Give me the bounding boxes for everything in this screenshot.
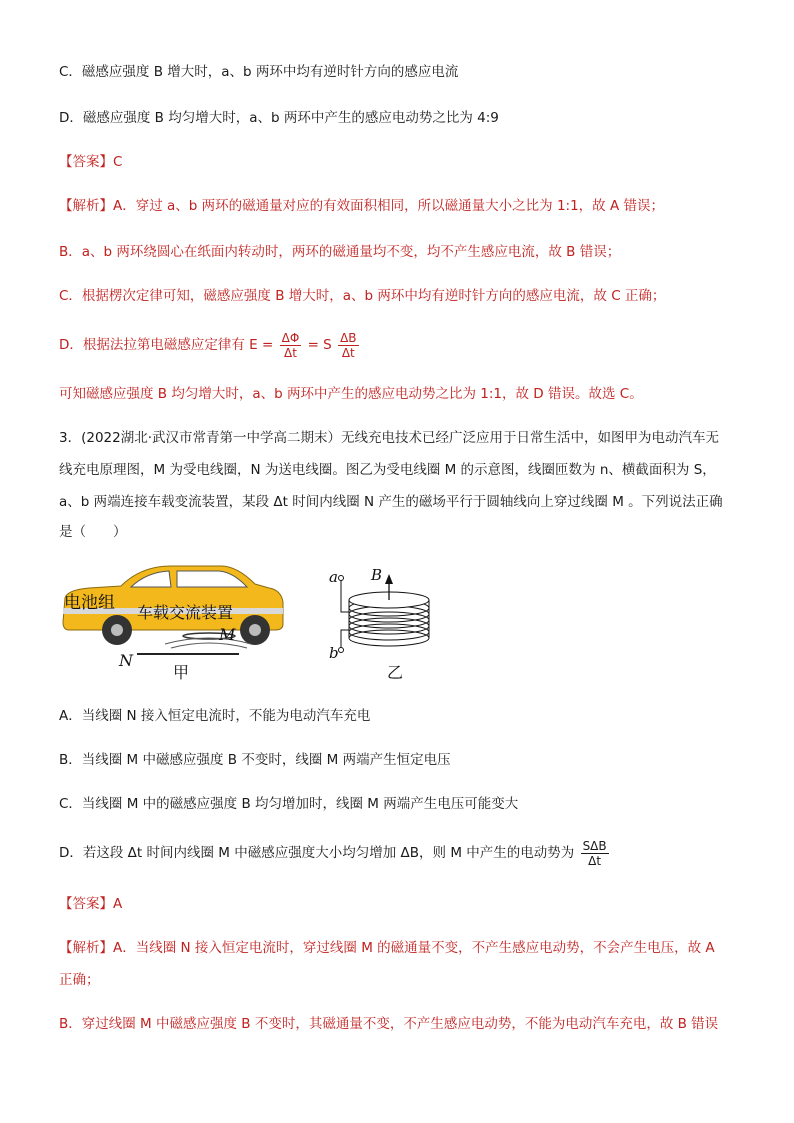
- option-b: B．当线圈 M 中磁感应强度 B 不变时，线圈 M 两端产生恒定电压: [59, 752, 451, 768]
- converter-label: 车载交流装置: [137, 603, 234, 622]
- question-3-line-2: 线充电原理图，M 为受电线圈，N 为送电线圈。图乙为受电线圈 M 的示意图，线圈匝数为 n、横截面积为 S，: [59, 462, 716, 478]
- question-3-figure: [59, 560, 459, 690]
- fraction-sdb-dt: [581, 839, 609, 868]
- question-3-line-4: 是（ ）: [59, 524, 127, 540]
- option-d: [59, 838, 611, 868]
- fraction-numerator: ΔΦ: [281, 330, 300, 345]
- fraction-numerator: ΔB: [340, 330, 357, 345]
- option-d-prev: D．磁感应强度 B 均匀增大时，a、b 两环中产生的感应电动势之比为 4:9: [59, 110, 499, 126]
- coil-m-label: M: [219, 625, 236, 644]
- fraction-dphi-dt: [280, 331, 302, 360]
- fraction-denominator: Δt: [341, 345, 355, 360]
- field-b-label: B: [371, 566, 383, 584]
- option-c: C．当线圈 M 中的磁感应强度 B 均匀增加时，线圈 M 两端产生电压可能变大: [59, 796, 519, 812]
- explanation-b-1: B．a、b 两环绕圆心在纸面内转动时，两环的磁通量均不变，均不产生感应电流，故 B 错误；: [59, 244, 621, 260]
- option-c-prev: C．磁感应强度 B 增大时，a、b 两环中均有逆时针方向的感应电流: [59, 64, 459, 80]
- fraction-denominator: Δt: [283, 345, 297, 360]
- figure-b-caption: 乙: [387, 663, 404, 682]
- formula-prefix: D．根据法拉第电磁感应定律有 E =: [59, 337, 274, 353]
- option-a: A．当线圈 N 接入恒定电流时，不能为电动汽车充电: [59, 708, 371, 724]
- coil-n-label: N: [119, 651, 133, 670]
- explanation-c-1: C．根据楞次定律可知，磁感应强度 B 增大时，a、b 两环中均有逆时针方向的感应电流，故 C 正确；: [59, 288, 666, 304]
- terminal-a-dot: [339, 576, 344, 581]
- battery-label: 电池组: [64, 593, 115, 613]
- explanation-conclusion-1: 可知磁感应强度 B 均匀增大时，a、b 两环中产生的感应电动势之比为 1:1，故 D 错误。故选 C。: [59, 386, 643, 402]
- question-3-line-1: 3．(2022湖北·武汉市常青第一中学高二期末）无线充电技术已经广泛应用于日常生活中，如图甲为电动汽车无: [59, 430, 720, 446]
- explanation-a-2-line-2: 正确；: [59, 972, 100, 988]
- terminal-a-label: a: [329, 568, 338, 586]
- fraction-denominator: Δt: [588, 853, 602, 868]
- answer-label-1: 【答案】C: [59, 154, 123, 170]
- fraction-db-dt: [338, 331, 358, 360]
- terminal-b-label: b: [329, 644, 339, 662]
- question-3-line-3: a、b 两端连接车载变流装置，某段 Δt 时间内线圈 N 产生的磁场平行于圆轴线向上穿过线圈 M 。下列说法正确: [59, 494, 723, 510]
- option-d-text: D．若这段 Δt 时间内线圈 M 中磁感应强度大小均匀增加 ΔB，则 M 中产生的电动势为: [59, 845, 575, 861]
- fraction-numerator: SΔB: [582, 838, 607, 853]
- figure-svg: [59, 560, 459, 690]
- coil-illustration: [339, 574, 430, 653]
- answer-label-2: 【答案】A: [59, 896, 123, 912]
- terminal-b-dot: [339, 648, 344, 653]
- figure-a-caption: 甲: [173, 663, 190, 682]
- formula-mid: = S: [307, 337, 332, 353]
- explanation-d-1: [59, 330, 361, 360]
- explanation-b-2: B．穿过线圈 M 中磁感应强度 B 不变时，其磁通量不变，不产生感应电动势，不能为电动汽车充电，故 B 错误: [59, 1016, 719, 1032]
- explanation-a-1: 【解析】A．穿过 a、b 两环的磁通量对应的有效面积相同，所以磁通量大小之比为 1:1，故 A 错误；: [59, 198, 664, 214]
- explanation-a-2-line-1: 【解析】A．当线圈 N 接入恒定电流时，穿过线圈 M 的磁通量不变，不产生感应电动势，不会产生电压，故 A: [59, 940, 715, 956]
- lead-wires: [341, 580, 349, 648]
- arrow-head-icon: [385, 574, 393, 584]
